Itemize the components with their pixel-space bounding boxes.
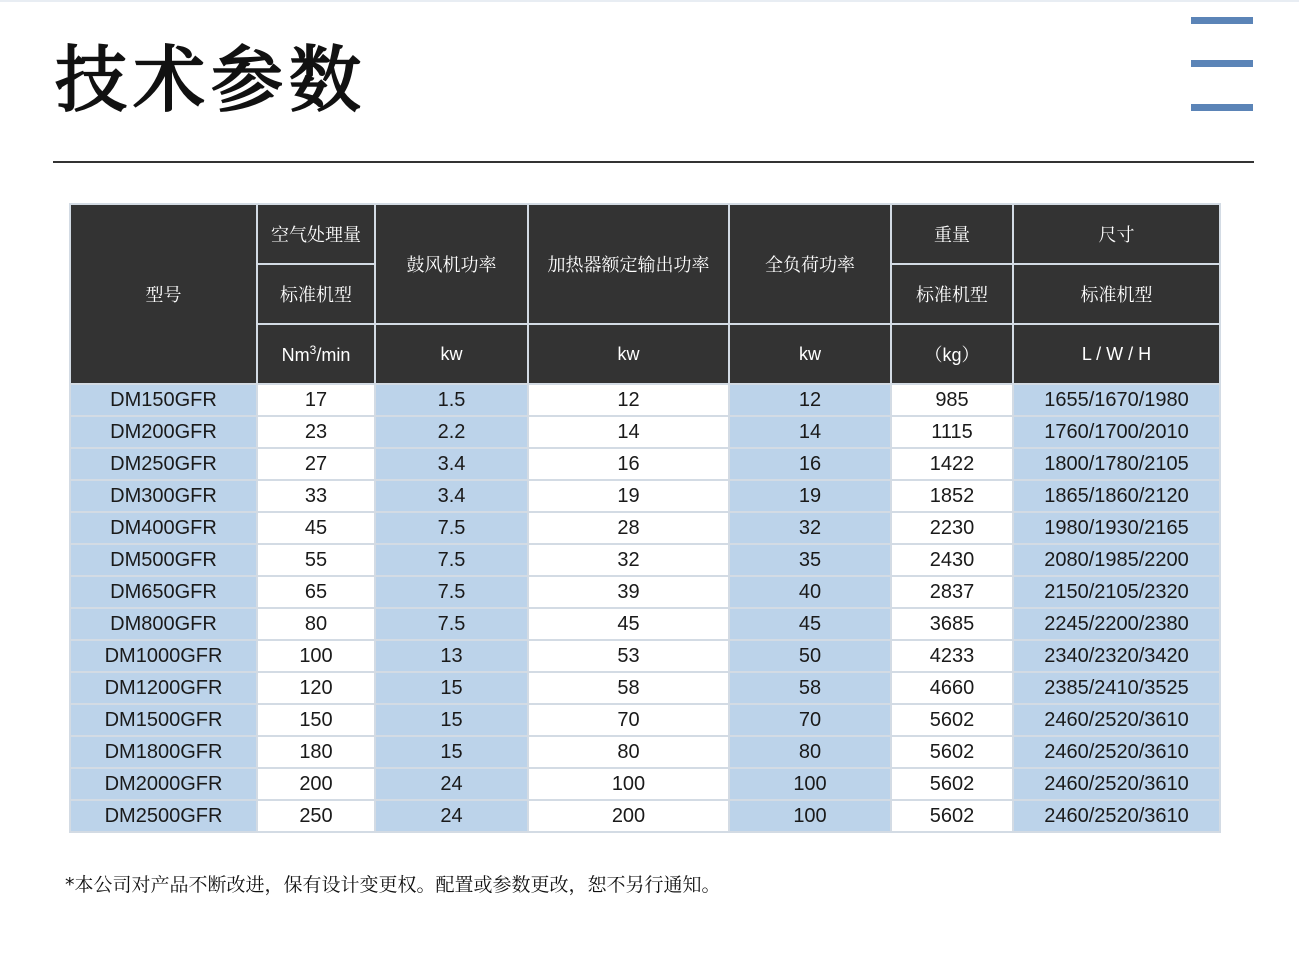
unit-weight: （kg） [891, 324, 1013, 384]
spec-table [69, 203, 1221, 833]
header-heater: 加热器额定输出功率 [528, 204, 729, 324]
header-size-sub: 标准机型 [1013, 264, 1220, 324]
cell-model: DM1200GFR [70, 672, 257, 704]
cell-fan: 7.5 [375, 608, 528, 640]
table-row [70, 704, 1220, 736]
cell-model: DM1800GFR [70, 736, 257, 768]
cell-full-load: 100 [729, 800, 891, 832]
cell-heater: 80 [528, 736, 729, 768]
cell-fan: 7.5 [375, 576, 528, 608]
cell-airflow: 45 [257, 512, 375, 544]
table-row [70, 544, 1220, 576]
cell-full-load: 40 [729, 576, 891, 608]
cell-size: 2460/2520/3610 [1013, 800, 1220, 832]
table-row [70, 416, 1220, 448]
unit-size: L / W / H [1013, 324, 1220, 384]
cell-fan: 24 [375, 800, 528, 832]
cell-model: DM1000GFR [70, 640, 257, 672]
table-row [70, 768, 1220, 800]
cell-size: 1655/1670/1980 [1013, 384, 1220, 416]
cell-heater: 39 [528, 576, 729, 608]
cell-heater: 100 [528, 768, 729, 800]
page-title: 技术参数 [55, 38, 368, 122]
cell-heater: 200 [528, 800, 729, 832]
cell-model: DM650GFR [70, 576, 257, 608]
cell-size: 2150/2105/2320 [1013, 576, 1220, 608]
header-size: 尺寸 [1013, 204, 1220, 264]
cell-airflow: 27 [257, 448, 375, 480]
cell-model: DM150GFR [70, 384, 257, 416]
cell-heater: 70 [528, 704, 729, 736]
cell-weight: 2837 [891, 576, 1013, 608]
header-weight: 重量 [891, 204, 1013, 264]
cell-fan: 15 [375, 704, 528, 736]
cell-airflow: 120 [257, 672, 375, 704]
cell-full-load: 16 [729, 448, 891, 480]
cell-weight: 5602 [891, 768, 1013, 800]
cell-full-load: 14 [729, 416, 891, 448]
cell-size: 1800/1780/2105 [1013, 448, 1220, 480]
cell-model: DM500GFR [70, 544, 257, 576]
cell-fan: 7.5 [375, 512, 528, 544]
cell-weight: 2230 [891, 512, 1013, 544]
cell-airflow: 80 [257, 608, 375, 640]
cell-heater: 28 [528, 512, 729, 544]
cell-model: DM250GFR [70, 448, 257, 480]
cell-full-load: 80 [729, 736, 891, 768]
cell-airflow: 200 [257, 768, 375, 800]
table-row [70, 480, 1220, 512]
cell-heater: 58 [528, 672, 729, 704]
unit-heater: kw [528, 324, 729, 384]
cell-fan: 15 [375, 672, 528, 704]
cell-full-load: 50 [729, 640, 891, 672]
cell-fan: 7.5 [375, 544, 528, 576]
cell-weight: 1422 [891, 448, 1013, 480]
cell-airflow: 65 [257, 576, 375, 608]
header-model: 型号 [70, 204, 257, 384]
cell-size: 1980/1930/2165 [1013, 512, 1220, 544]
table-row [70, 800, 1220, 832]
top-border [0, 0, 1299, 2]
cell-fan: 24 [375, 768, 528, 800]
title-divider [53, 161, 1254, 163]
cell-size: 2340/2320/3420 [1013, 640, 1220, 672]
cell-heater: 45 [528, 608, 729, 640]
cell-weight: 3685 [891, 608, 1013, 640]
cell-heater: 32 [528, 544, 729, 576]
cell-weight: 4660 [891, 672, 1013, 704]
cell-full-load: 35 [729, 544, 891, 576]
cell-size: 1865/1860/2120 [1013, 480, 1220, 512]
cell-full-load: 45 [729, 608, 891, 640]
cell-airflow: 17 [257, 384, 375, 416]
cell-model: DM2000GFR [70, 768, 257, 800]
unit-full-load: kw [729, 324, 891, 384]
cell-airflow: 33 [257, 480, 375, 512]
cell-fan: 13 [375, 640, 528, 672]
table-row [70, 736, 1220, 768]
cell-size: 2245/2200/2380 [1013, 608, 1220, 640]
header-airflow-sub: 标准机型 [257, 264, 375, 324]
cell-heater: 16 [528, 448, 729, 480]
table-row [70, 512, 1220, 544]
cell-fan: 3.4 [375, 448, 528, 480]
table-row [70, 672, 1220, 704]
menu-icon-bar [1191, 60, 1253, 67]
cell-fan: 1.5 [375, 384, 528, 416]
cell-heater: 53 [528, 640, 729, 672]
unit-airflow: Nm$^3$/min [257, 324, 375, 384]
cell-size: 2460/2520/3610 [1013, 768, 1220, 800]
cell-fan: 3.4 [375, 480, 528, 512]
header-fan: 鼓风机功率 [375, 204, 528, 324]
cell-airflow: 23 [257, 416, 375, 448]
menu-icon-bar [1191, 104, 1253, 111]
cell-full-load: 32 [729, 512, 891, 544]
header-full-load: 全负荷功率 [729, 204, 891, 324]
table-row [70, 448, 1220, 480]
cell-size: 2080/1985/2200 [1013, 544, 1220, 576]
cell-weight: 1115 [891, 416, 1013, 448]
cell-model: DM1500GFR [70, 704, 257, 736]
cell-size: 2460/2520/3610 [1013, 704, 1220, 736]
cell-full-load: 12 [729, 384, 891, 416]
cell-model: DM2500GFR [70, 800, 257, 832]
table-row [70, 640, 1220, 672]
cell-heater: 14 [528, 416, 729, 448]
cell-weight: 5602 [891, 800, 1013, 832]
table-row [70, 608, 1220, 640]
cell-weight: 5602 [891, 704, 1013, 736]
cell-weight: 985 [891, 384, 1013, 416]
cell-full-load: 19 [729, 480, 891, 512]
cell-full-load: 100 [729, 768, 891, 800]
cell-weight: 2430 [891, 544, 1013, 576]
cell-airflow: 250 [257, 800, 375, 832]
unit-fan: kw [375, 324, 528, 384]
cell-full-load: 58 [729, 672, 891, 704]
cell-weight: 5602 [891, 736, 1013, 768]
cell-airflow: 100 [257, 640, 375, 672]
table-row [70, 576, 1220, 608]
cell-heater: 19 [528, 480, 729, 512]
cell-heater: 12 [528, 384, 729, 416]
header-airflow: 空气处理量 [257, 204, 375, 264]
cell-airflow: 180 [257, 736, 375, 768]
cell-fan: 2.2 [375, 416, 528, 448]
header-weight-sub: 标准机型 [891, 264, 1013, 324]
footnote: *本公司对产品不断改进，保有设计变更权。配置或参数更改，恕不另行通知。 [65, 874, 721, 896]
cell-model: DM300GFR [70, 480, 257, 512]
cell-size: 2385/2410/3525 [1013, 672, 1220, 704]
cell-airflow: 150 [257, 704, 375, 736]
cell-airflow: 55 [257, 544, 375, 576]
table-row [70, 384, 1220, 416]
cell-size: 1760/1700/2010 [1013, 416, 1220, 448]
cell-weight: 4233 [891, 640, 1013, 672]
cell-model: DM800GFR [70, 608, 257, 640]
cell-model: DM400GFR [70, 512, 257, 544]
cell-full-load: 70 [729, 704, 891, 736]
cell-weight: 1852 [891, 480, 1013, 512]
menu-icon-bar [1191, 17, 1253, 24]
cell-size: 2460/2520/3610 [1013, 736, 1220, 768]
cell-fan: 15 [375, 736, 528, 768]
cell-model: DM200GFR [70, 416, 257, 448]
